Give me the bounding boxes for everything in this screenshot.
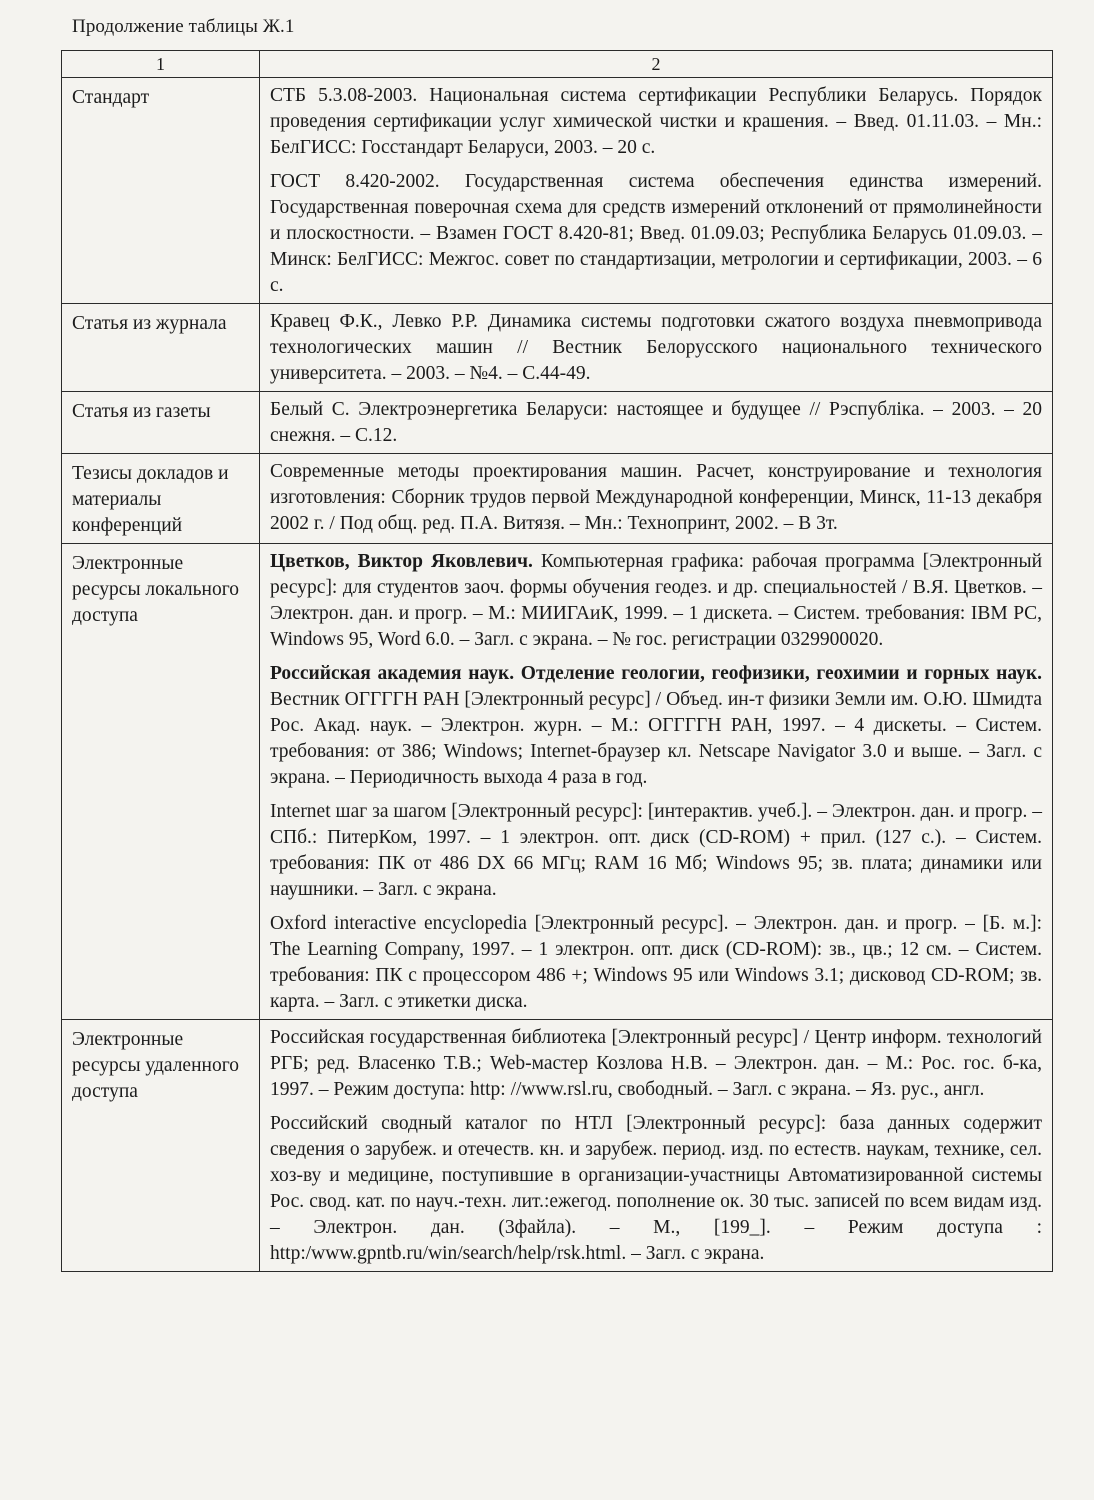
entries-cell [260, 454, 1053, 544]
bibliographic-entry [270, 799, 1042, 903]
entry-text: Современные методы проектирования машин. Расчет, конструирование и технология изготовления: Сборник трудов первой Международной конференции, Минск, 11-13 декабря 2002 г. / Под общ. ред. П.А. Витязя. – Мн.: Технопринт, 2002. – В 3т. [270, 461, 1042, 534]
header-col-1: 1 [62, 51, 260, 78]
entry-text: Вестник ОГГГГН РАН [Электронный ресурс] / Объед. ин-т физики Земли им. О.Ю. Шмидта Рос. Акад. наук. – Электрон. журн. – М.: ОГГГГН РАН, 1997. – 4 дискеты. – Систем. требования: от 386; Windows; Internet-браузер кл. Netscape Navigator 3.0 и выше. – Загл. с экрана. – Периодичность выхода 4 раза в год. [270, 689, 1042, 788]
source-type-cell: Электронные ресурсы локального доступа [62, 544, 260, 1020]
entry-author: Цветков, Виктор Яковлевич. [270, 551, 533, 572]
entry-text: Кравец Ф.К., Левко Р.Р. Динамика системы подготовки сжатого воздуха пневмопривода технологических машин // Вестник Белорусского национального технического университета. – 2003. – №4. – С.44-49. [270, 311, 1042, 384]
bibliographic-entry [270, 397, 1042, 449]
entries-cell [260, 78, 1053, 304]
table-row [62, 304, 1053, 392]
table-row [62, 454, 1053, 544]
source-type-cell: Тезисы докладов и материалы конференций [62, 454, 260, 544]
entry-text: СТБ 5.3.08-2003. Национальная система сертификации Республики Беларусь. Порядок проведения сертификации услуг химической чистки и крашения. – Введ. 01.11.03. – Мн.: БелГИСС: Госстандарт Беларуси, 2003. – 20 с. [270, 85, 1042, 158]
bibliographic-entry [270, 83, 1042, 161]
bibliographic-entry [270, 1025, 1042, 1103]
table-row [62, 392, 1053, 454]
table-row [62, 78, 1053, 304]
bibliographic-entry [270, 549, 1042, 653]
bibliographic-entry [270, 661, 1042, 791]
entry-text: ГОСТ 8.420-2002. Государственная система обеспечения единства измерений. Государственная поверочная схема для средств измерений отклонений от прямолинейности и плоскостности. – Взамен ГОСТ 8.420-81; Введ. 01.09.03; Республика Беларусь 01.09.03. – Минск: БелГИСС: Межгос. совет по стандартизации, метрологии и сертификации, 2003. – 6 с. [270, 171, 1042, 296]
entry-text: Российская государственная библиотека [Электронный ресурс] / Центр информ. технологий РГБ; ред. Власенко Т.В.; Web-мастер Козлова Н.В. – Электрон. дан. – М.: Рос. гос. б-ка, 1997. – Режим доступа: http: //www.rsl.ru, свободный. – Загл. с экрана. – Яз. рус., англ. [270, 1027, 1042, 1100]
table-caption: Продолжение таблицы Ж.1 [72, 16, 295, 37]
bibliography-table [61, 50, 1053, 1272]
header-row [62, 51, 1053, 78]
bibliographic-entry [270, 169, 1042, 299]
entry-text: Internet шаг за шагом [Электронный ресурс]: [интерактив. учеб.]. – Электрон. дан. и прогр. – СПб.: ПитерКом, 1997. – 1 электрон. опт. диск (CD-ROM) + прил. (127 с.). – Систем. требования: ПК от 486 DX 66 МГц; RAM 16 Мб; Windows 95; зв. плата; динамики или наушники. – Загл. с экрана. [270, 801, 1042, 900]
source-type-cell: Статья из газеты [62, 392, 260, 454]
entry-text: Oxford interactive encyclopedia [Электронный ресурс]. – Электрон. дан. и прогр. – [Б. м.]: The Learning Company, 1997. – 1 электрон. опт. диск (CD-ROM): зв., цв.; 12 см. – Систем. требования: ПК с процессором 486 +; Windows 95 или Windows 3.1; дисковод CD-ROM; зв. карта. – Загл. с этикетки диска. [270, 913, 1042, 1012]
table-row [62, 544, 1053, 1020]
source-type-cell: Стандарт [62, 78, 260, 304]
bibliographic-entry [270, 911, 1042, 1015]
bibliographic-entry [270, 1111, 1042, 1267]
entry-author: Российская академия наук. Отделение геологии, геофизики, геохимии и горных наук. [270, 663, 1042, 684]
entries-cell [260, 1020, 1053, 1272]
entry-text: Белый С. Электроэнергетика Беларуси: настоящее и будущее // Рэспубліка. – 2003. – 20 снежня. – С.12. [270, 399, 1042, 446]
entries-cell [260, 392, 1053, 454]
bibliographic-entry [270, 309, 1042, 387]
entry-text: Российский сводный каталог по НТЛ [Электронный ресурс]: база данных содержит сведения о зарубеж. и отечеств. кн. и зарубеж. период. изд. по естеств. наукам, технике, сел. хоз-ву и медицине, поступившие в организации-участницы Автоматизированной системы Рос. свод. кат. по науч.-техн. лит.:ежегод. пополнение ок. 30 тыс. записей по всем видам изд. – Электрон. дан. (3файла). – М., [199_]. – Режим доступа : http:/www.gpntb.ru/win/search/help/rsk.html. – Загл. с экрана. [270, 1113, 1042, 1264]
bibliographic-entry [270, 459, 1042, 537]
entry-text: Компьютерная графика: рабочая программа [Электронный ресурс]: для студентов заоч. формы обучения геодез. и др. специальностей / В.Я. Цветков. – Электрон. дан. и прогр. – М.: МИИГАиК, 1999. – 1 дискета. – Систем. требования: IBM PC, Windows 95, Word 6.0. – Загл. с экрана. – № гос. регистрации 0329900020. [270, 551, 1042, 650]
entries-cell [260, 304, 1053, 392]
source-type-cell: Статья из журнала [62, 304, 260, 392]
header-col-2: 2 [260, 51, 1053, 78]
source-type-cell: Электронные ресурсы удаленного доступа [62, 1020, 260, 1272]
entries-cell [260, 544, 1053, 1020]
table-row [62, 1020, 1053, 1272]
